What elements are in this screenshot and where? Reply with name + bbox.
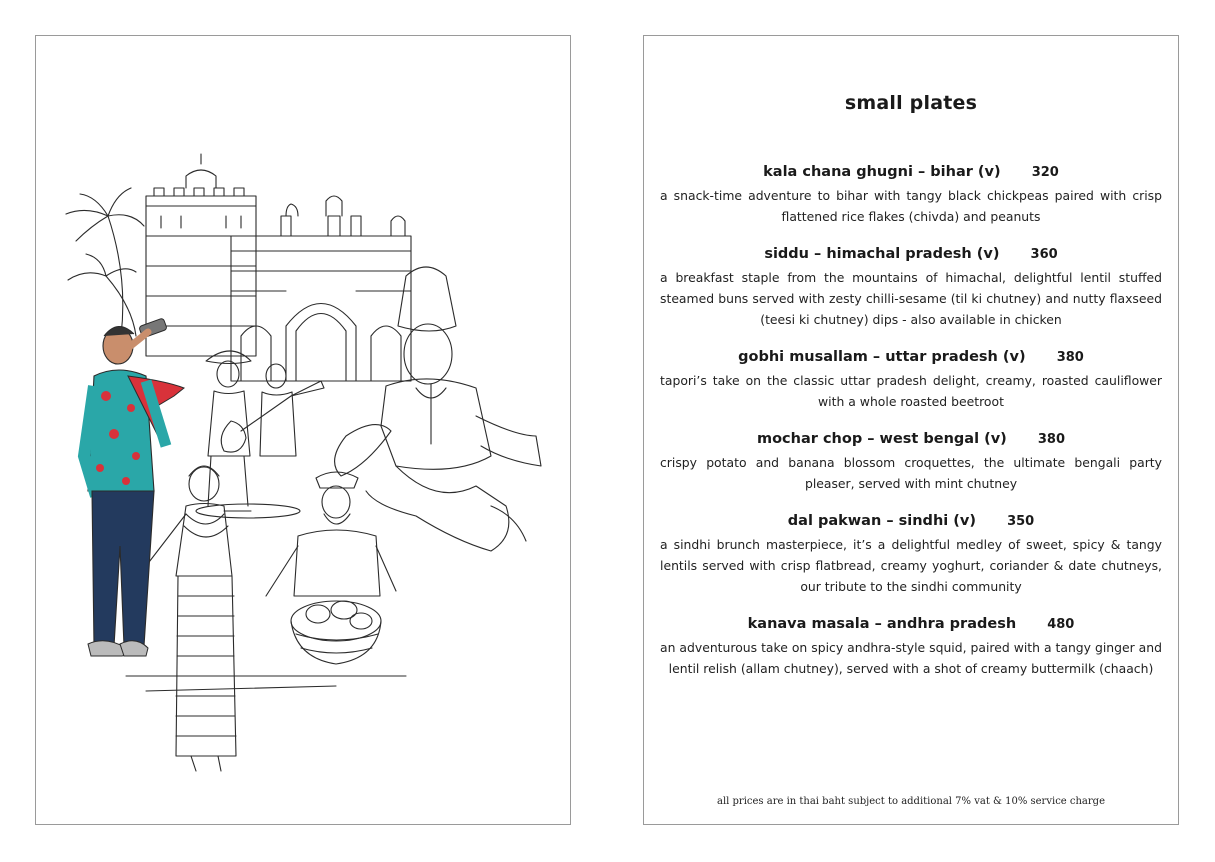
menu-item-name: mochar chop – west bengal (v) <box>756 431 1007 447</box>
menu-item <box>660 511 1162 597</box>
menu-item-description: an adventurous take on spicy andhra-style squid, paired with a tangy ginger and lentil relish (allam chutney), served with a shot of creamy buttermilk (chaach) <box>660 640 1162 676</box>
menu-item <box>660 614 1162 679</box>
menu-item-name: dal pakwan – sindhi (v) <box>787 513 976 529</box>
menu-item-header <box>660 429 1162 450</box>
menu-item <box>660 244 1162 330</box>
menu-item-header <box>660 347 1162 368</box>
menu-item <box>660 162 1162 227</box>
price-footnote: all prices are in thai baht subject to additional 7% vat & 10% service charge <box>716 796 1105 807</box>
menu-item-name: gobhi musallam – uttar pradesh (v) <box>738 349 1026 365</box>
menu-section-title: small plates <box>844 92 978 114</box>
left-page <box>35 35 571 825</box>
menu-item-price: 380 <box>1056 350 1084 365</box>
statue-icon <box>335 267 541 551</box>
menu-item <box>660 429 1162 494</box>
menu-item-description: a sindhi brunch masterpiece, it’s a delightful medley of sweet, spicy & tangy lentils served with crisp flatbread, creamy yoghurt, coriander & date chutneys, our tribute to the sindhi community <box>660 537 1162 594</box>
woman-with-tray-icon <box>146 466 300 771</box>
menu-list <box>660 162 1162 696</box>
menu-item-name: kala chana ghugni – bihar (v) <box>763 164 1001 180</box>
menu-item-price: 350 <box>1007 514 1035 529</box>
menu-item-header <box>660 244 1162 265</box>
musicians-icon <box>206 351 324 506</box>
menu-item-price: 360 <box>1030 247 1058 262</box>
menu-item-description: a snack-time adventure to bihar with tangy black chickpeas paired with crisp flattened rice flakes (chivda) and peanuts <box>660 188 1162 224</box>
right-page <box>643 35 1179 825</box>
menu-item-header <box>660 162 1162 183</box>
menu-item-price: 480 <box>1047 617 1075 632</box>
menu-item-price: 380 <box>1037 432 1066 447</box>
man-drinking-icon <box>84 318 184 656</box>
menu-item-description: crispy potato and banana blossom croquettes, the ultimate bengali party pleaser, served with mint chutney <box>660 455 1162 491</box>
gateway-monument-icon <box>231 196 411 381</box>
menu-item-description: tapori’s take on the classic uttar pradesh delight, creamy, roasted cauliflower with a whole roasted beetroot <box>660 373 1162 409</box>
menu-item-header <box>660 511 1162 532</box>
menu-item-description: a breakfast staple from the mountains of himachal, delightful lentil stuffed steamed buns served with zesty chilli-sesame (til ki chutney) and nutty flaxseed (teesi ki chutney) dips - also available in chicken <box>660 270 1162 327</box>
menu-item-name: siddu – himachal pradesh (v) <box>764 246 1000 262</box>
palm-tree-icon <box>66 188 144 336</box>
menu-item-header <box>660 614 1162 635</box>
street-scene-illustration <box>36 36 572 826</box>
menu-item <box>660 347 1162 412</box>
menu-item-name: kanava masala – andhra pradesh <box>747 616 1017 632</box>
menu-item-price: 320 <box>1031 165 1059 180</box>
